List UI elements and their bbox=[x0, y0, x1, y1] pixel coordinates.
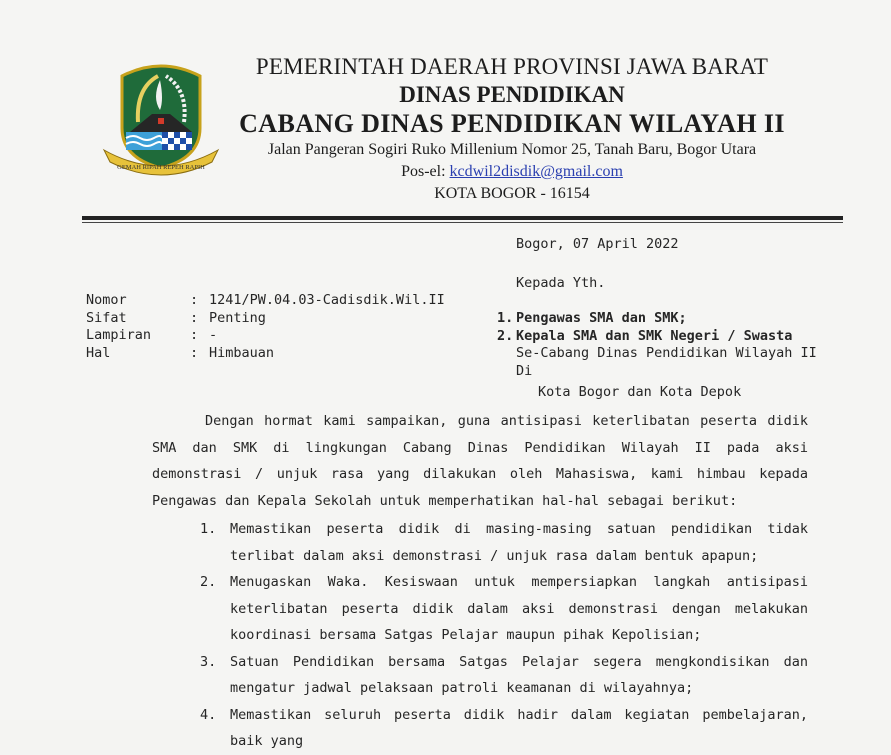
meta-colon: : bbox=[190, 292, 199, 308]
meta-colon: : bbox=[190, 309, 199, 326]
west-java-emblem-logo bbox=[100, 58, 222, 176]
agency-name: DINAS PENDIDIKAN bbox=[399, 82, 625, 107]
recipient-block bbox=[497, 275, 817, 402]
email-link[interactable]: kcdwil2disdik@gmail.com bbox=[449, 163, 623, 180]
recipient-item bbox=[497, 328, 817, 346]
letter-date: Bogor, 07 April 2022 bbox=[516, 236, 679, 252]
meta-value: Penting bbox=[209, 309, 266, 326]
instruction-text: Menugaskan Waka. Kesiswaan untuk mempersiapkan langkah antisipasi keterlibatan peserta didik dalam aksi demonstrasi dengan melakukan koordinasi bersama Satgas Pelajar maupun pihak Kepolisian; bbox=[230, 574, 808, 643]
meta-value: Himbauan bbox=[209, 344, 275, 361]
meta-key: Nomor bbox=[86, 292, 127, 308]
intro-paragraph: Dengan hormat kami sampaikan, guna antisipasi keterlibatan peserta didik SMA dan SMK di lingkungan Cabang Dinas Pendidikan Wilayah II pada aksi demonstrasi / unjuk rasa yang dilakukan oleh Mahasiswa, kami himbau kepada Pengawas dan Kepala Sekolah untuk memperhatikan hal-hal sebagai berikut: bbox=[152, 413, 808, 509]
instruction-number: 1. bbox=[200, 521, 217, 537]
letterhead-divider-thin bbox=[82, 222, 843, 223]
meta-row bbox=[86, 327, 445, 345]
meta-key: Sifat bbox=[86, 309, 127, 326]
instruction-text: Memastikan peserta didik di masing-masing satuan pendidikan tidak terlibat dalam aksi demonstrasi / unjuk rasa dalam bentuk apapun; bbox=[230, 521, 808, 564]
instruction-item bbox=[200, 569, 808, 649]
branch-name: CABANG DINAS PENDIDIKAN WILAYAH II bbox=[239, 109, 785, 138]
meta-colon: : bbox=[190, 327, 199, 343]
meta-value: - bbox=[209, 327, 218, 343]
agency-address: Jalan Pangeran Sogiri Ruko Millenium Nomor 25, Tanah Baru, Bogor Utara bbox=[267, 141, 757, 158]
instruction-number: 4. bbox=[200, 706, 217, 723]
city-postal: KOTA BOGOR - 16154 bbox=[434, 185, 590, 202]
instruction-item bbox=[200, 516, 808, 569]
recipient-item-number: 2. bbox=[497, 327, 514, 344]
email-line bbox=[222, 161, 802, 183]
instruction-number: 2. bbox=[200, 574, 217, 590]
instruction-item bbox=[200, 702, 808, 755]
recipient-item bbox=[497, 310, 817, 328]
email-label: Pos-el: bbox=[401, 163, 446, 180]
instruction-list bbox=[152, 516, 808, 755]
recipient-item-number: 1. bbox=[497, 310, 514, 326]
recipient-greeting: Kepada Yth. bbox=[516, 275, 606, 291]
logo-motto-text: GEMAH RIPAH REPEH RAPIH bbox=[117, 164, 205, 171]
recipient-di: Di bbox=[516, 362, 533, 379]
recipient-scope: Se-Cabang Dinas Pendidikan Wilayah II bbox=[516, 345, 817, 361]
instruction-text: Satuan Pendidikan bersama Satgas Pelajar segera mengkondisikan dan mengatur jadwal pelaksaan patroli keamanan di wilayahnya; bbox=[230, 653, 808, 696]
meta-key: Lampiran bbox=[86, 327, 152, 343]
meta-colon: : bbox=[190, 344, 199, 361]
letter-body bbox=[152, 408, 808, 755]
meta-key: Hal bbox=[86, 344, 111, 361]
meta-row bbox=[86, 292, 445, 310]
recipient-item-text: Kepala SMA dan SMK Negeri / Swasta bbox=[516, 327, 793, 344]
meta-value: 1241/PW.04.03-Cadisdik.Wil.II bbox=[209, 292, 445, 308]
letter-meta bbox=[86, 292, 445, 362]
instruction-number: 3. bbox=[200, 653, 217, 670]
recipient-item-text: Pengawas SMA dan SMK; bbox=[516, 310, 687, 326]
letterhead-divider-thick bbox=[82, 216, 843, 220]
meta-row bbox=[86, 310, 445, 328]
recipient-city: Kota Bogor dan Kota Depok bbox=[538, 384, 742, 400]
instruction-text: Memastikan seluruh peserta didik hadir dalam kegiatan pembelajaran, baik yang bbox=[230, 706, 808, 749]
meta-row bbox=[86, 345, 445, 363]
instruction-item bbox=[200, 649, 808, 702]
government-name: PEMERINTAH DAERAH PROVINSI JAWA BARAT bbox=[255, 54, 769, 79]
letterhead bbox=[222, 52, 802, 205]
